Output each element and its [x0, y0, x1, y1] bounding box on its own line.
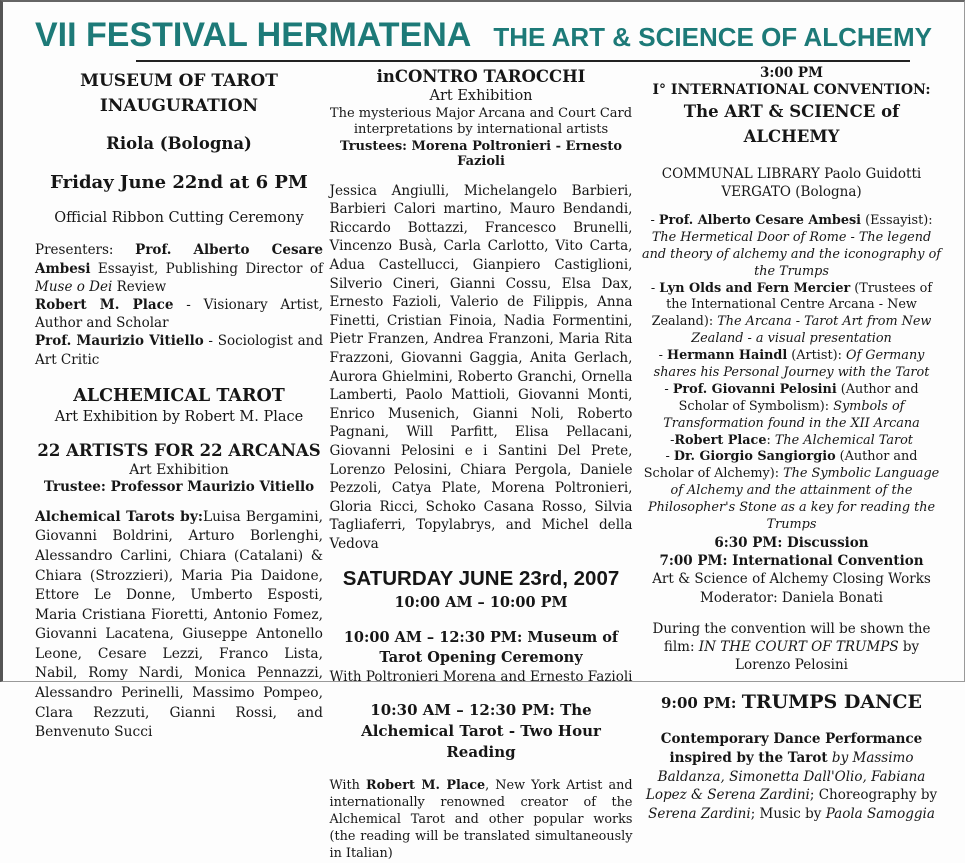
artists22-trustee: Trustee: Professor Maurizio Vitiello	[43, 478, 315, 495]
museum-inauguration-heading: MUSEUM OF TAROT INAUGURATION	[80, 71, 278, 116]
presenter-desc: - Visionary Artist, Author and Scholar	[35, 296, 323, 332]
reading-desc-pre: With	[329, 778, 366, 794]
closing-works-line: Art & Science of Alchemy Closing Works	[652, 571, 931, 588]
speaker-dash: -	[650, 212, 659, 228]
presenter-desc: - Sociologist and Art Critic	[35, 333, 323, 368]
title-underline	[136, 60, 910, 62]
speaker-topic: Of Germany shares his Personal Journey with the Tarot	[653, 348, 930, 380]
speaker-entry	[639, 348, 944, 382]
speaker-dash: -	[658, 348, 667, 364]
presenters-label: Presenters:	[35, 242, 136, 259]
reading-description-paragraph	[330, 778, 633, 862]
trumps-dance-heading	[639, 691, 944, 713]
convention-evening-line: 7:00 PM: International Convention	[659, 553, 924, 570]
exhibition-description: The mysterious Major Arcana and Court Card interpretations by international artists	[329, 106, 633, 138]
alchemical-tarot-sub: Art Exhibition by Robert M. Place	[54, 408, 304, 425]
speaker-topic: The Symbolic Language of Alchemy and the attainment of the Philosopher's Stone as a key for reading the Trumps	[647, 466, 940, 532]
speaker-name: Dr. Giorgio Sangiorgio	[673, 449, 836, 465]
speaker-topic: Symbols of Transformation found in the XII Arcana	[663, 398, 920, 431]
presenter-name: Robert M. Place	[35, 296, 174, 313]
speaker-topic: The Hermetical Door of Rome - The legend and theory of alchemy and the iconography of the Trumps	[641, 229, 942, 279]
speaker-dash: -	[670, 432, 675, 448]
dance-choreo-label: ; Choreography by	[809, 787, 938, 804]
convention-heading: I° INTERNATIONAL CONVENTION:	[652, 82, 931, 98]
artists22-sub: Art Exhibition	[129, 461, 229, 478]
incontro-artists-paragraph: Jessica Angiulli, Michelangelo Barbieri, Barbieri Calori martino, Mauro Bendandi, Riccardo Bottazzi, Francesco Brunelli, Vincenzo Busà, Carla Carlotto, Vito Carta, Adua Castellucci, Gianpiero Castiglioni, Silverio Cineri, Gianni Cossu, Elsa Dax, Ernesto Fazioli, Valerio de Filippis, Anna Finetti, Cristian Finoia, Nadia Formentini, Pietr Franzen, Andrea Franzoni, Maria Rita Frazzoni, Giovanni Gaggia, Anita Gerlach, Aurora Ghielmini, Roberto Granchi, Ornella Lamberti, Paolo Mattioli, Giovanni Monti, Enrico Musenich, Gianni Noli, Roberto Pagnani, Will Parfitt, Elisa Pellacani, Giovanni Pelosini e i Santini Del Prete, Lorenzo Pelosini, Chiara Pergola, Daniele Pezzoli, Catya Plate, Morena Poltronieri, Gloria Ricci, Schoko Casana Rosso, Silvia Tagliaferri, Topylabrys, and Michel della Vedova	[329, 182, 633, 553]
right-column	[639, 63, 944, 863]
speaker-name: Prof. Giovanni Pelosini	[672, 381, 837, 397]
speaker-entry	[639, 213, 944, 281]
festival-title: VII FESTIVAL HERMATENA	[35, 16, 472, 54]
speaker-name: Prof. Alberto Cesare Ambesi	[658, 212, 862, 228]
dance-choreographer: Serena Zardini	[648, 805, 751, 822]
robert-place-name: Robert M. Place	[365, 778, 486, 794]
film-post: by Lorenzo Pelosini	[735, 638, 920, 674]
left-column	[35, 63, 323, 863]
speaker-dash: -	[665, 449, 674, 465]
speaker-role: :	[766, 432, 775, 448]
film-announcement	[639, 620, 944, 675]
saturday-hours: 10:00 AM – 10:00 PM	[394, 593, 568, 611]
dance-performance-bold: Contemporary Dance Performance inspired by the Tarot	[660, 731, 923, 767]
art-exhibition-line: Art Exhibition	[429, 88, 533, 104]
presenters-block	[35, 241, 323, 369]
artists-by-label: Alchemical Tarots by:	[35, 508, 203, 525]
speaker-topic: The Arcana - Tarot Art from New Zealand - a visual presentation	[691, 314, 932, 347]
incontro-tarocchi-heading: inCONTRO TAROCCHI	[376, 67, 586, 86]
alchemical-tarot-heading: ALCHEMICAL TAROT	[73, 385, 285, 406]
publication-name: Muse o Dei	[35, 278, 113, 295]
speaker-role: (Trustees of the International Centre Arcana - New Zealand):	[651, 280, 933, 330]
trustees-line: Trustees: Morena Poltronieri - Ernesto Fazioli	[339, 138, 623, 169]
film-pre: During the convention will be shown the film:	[652, 620, 931, 655]
speaker-entry	[639, 281, 944, 349]
presenter-desc: Essayist, Publishing Director of	[90, 260, 323, 277]
speaker-name: Robert Place	[674, 432, 767, 448]
speaker-role: (Essayist):	[861, 212, 933, 228]
speaker-name: Lyn Olds and Fern Mercier	[659, 280, 851, 296]
presenter-desc-tail: Review	[112, 278, 167, 295]
content-columns	[3, 55, 964, 863]
convention-name: The ART & SCIENCE of ALCHEMY	[683, 102, 900, 146]
presenter-name: Prof. Maurizio Vitiello	[35, 333, 204, 350]
presenter-entry-2	[35, 296, 323, 332]
friday-datetime: Friday June 22nd at 6 PM	[50, 172, 308, 194]
dance-title: TRUMPS DANCE	[741, 691, 923, 714]
speaker-role: (Author and Scholar of Alchemy):	[643, 449, 918, 482]
dance-by: by	[827, 750, 853, 767]
dance-time: 9:00 PM:	[660, 694, 742, 713]
speaker-entry	[639, 382, 944, 433]
film-title: IN THE COURT OF TRUMPS	[698, 638, 899, 655]
artists-names: Luisa Bergamini, Giovanni Boldrini, Arturo Borlenghi, Alessandro Carlini, Chiara (Catalani) & Chiara (Strozzieri), Maria Pia Daidone, Ettore Le Donne, Umberto Esposti, Maria Cristiana Fioretti, Antonio Fomez, Giovanni Lacatena, Giuseppe Antonello Leone, Cesare Lezzi, Franco Lista, Nabil, Romy Nardi, Monica Pennazzi, Alessandro Perinelli, Massimo Pompeo, Clara Rezzuti, Gianni Rossi, and Benvenuto Succi	[35, 508, 323, 741]
dance-description-paragraph	[639, 730, 944, 823]
reading-desc-post: , New York Artist and internationally renowned creator of the Alchemical Tarot and other popular works (the reading will be translated simultaneously in Italian)	[329, 778, 633, 861]
opening-ceremony-title: 10:00 AM – 12:30 PM: Museum of Tarot Opening Ceremony	[343, 628, 619, 666]
speaker-dash: -	[650, 280, 660, 296]
presenter-name: Prof. Alberto Cesare Ambesi	[35, 242, 324, 277]
festival-header	[3, 2, 964, 55]
alchemical-artists-paragraph	[35, 508, 323, 743]
saturday-date-heading: SATURDAY JUNE 23rd, 2007	[342, 566, 620, 590]
two-hour-reading-title: 10:30 AM – 12:30 PM: The Alchemical Tarot - Two Hour Reading	[361, 701, 601, 762]
moderator-line: Moderator: Daniela Bonati	[700, 589, 883, 606]
festival-subtitle: THE ART & SCIENCE OF ALCHEMY	[493, 22, 932, 52]
speakers-list	[639, 213, 944, 534]
presenter-entry-3	[35, 332, 323, 368]
dance-performers: Massimo Baldanza, Simonetta Dall'Olio, Fabiana Lopez & Serena Zardini	[645, 750, 926, 804]
dance-musician: Paola Samoggia	[825, 805, 935, 822]
speaker-entry	[639, 449, 944, 533]
presenter-entry-1	[35, 241, 323, 296]
location-line: Riola (Bologna)	[106, 134, 252, 154]
speaker-role: (Artist):	[787, 348, 846, 364]
convention-time: 3:00 PM	[760, 65, 823, 81]
speaker-role: (Author and Scholar of Symbolism):	[678, 381, 919, 414]
speaker-entry	[639, 433, 944, 450]
speaker-name: Hermann Haindl	[666, 348, 788, 364]
dance-music-label: ; Music by	[750, 805, 826, 822]
venue-line: COMMUNAL LIBRARY Paolo Guidotti VERGATO (Bologna)	[661, 165, 922, 200]
speaker-topic: The Alchemical Tarot	[774, 432, 913, 448]
discussion-time-line: 6:30 PM: Discussion	[714, 534, 869, 551]
middle-column	[330, 63, 633, 863]
artists22-heading: 22 ARTISTS FOR 22 ARCANAS	[37, 440, 321, 460]
speaker-dash: -	[664, 381, 673, 397]
ribbon-ceremony-line: Official Ribbon Cutting Ceremony	[54, 210, 304, 227]
opening-ceremony-sub: With Poltronieri Morena and Ernesto Fazioli	[329, 669, 633, 686]
